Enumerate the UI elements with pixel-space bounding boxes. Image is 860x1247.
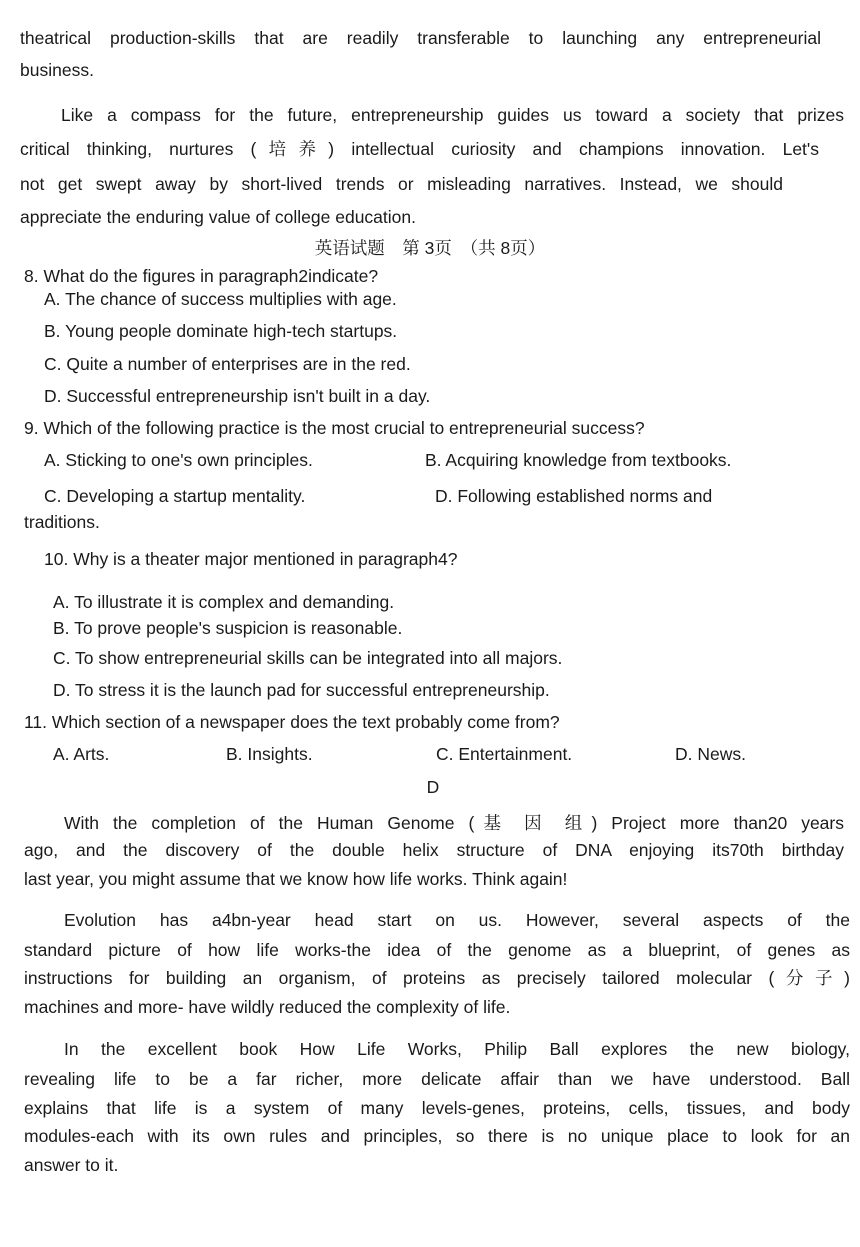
passage-c-line: business. <box>20 60 94 80</box>
answer-option-wrap: traditions. <box>24 512 100 532</box>
paragraph-line: appreciate the enduring value of college education. <box>20 207 416 227</box>
paragraph-line: In the excellent book How Life Works, Philip Ball explores the new biology, <box>64 1039 850 1059</box>
paragraph-line: explains that life is a system of many levels-genes, proteins, cells, tissues, and body <box>24 1098 850 1118</box>
question-stem: 8. What do the figures in paragraph2indicate? <box>24 266 379 286</box>
paragraph-line: Like a compass for the future, entrepreneurship guides us toward a society that prizes <box>61 105 844 125</box>
question-stem: 11. Which section of a newspaper does the text probably come from? <box>24 712 560 732</box>
answer-option: B. Insights. <box>226 744 313 764</box>
paragraph-line: standard picture of how life works-the idea of the genome as a blueprint, of genes as <box>24 940 850 960</box>
question-stem: 10. Why is a theater major mentioned in paragraph4? <box>44 549 458 569</box>
paragraph-line: critical thinking, nurtures (培养) intellectual curiosity and champions innovation. Let's <box>20 139 819 159</box>
answer-option: B. Acquiring knowledge from textbooks. <box>425 450 732 470</box>
answer-option: C. Developing a startup mentality. <box>44 486 306 506</box>
answer-option: A. Arts. <box>53 744 110 764</box>
page-footer: 英语试题 第 3页 （共 8页） <box>314 238 546 258</box>
answer-option: B. Young people dominate high-tech startups. <box>44 321 398 341</box>
paragraph-line: With the completion of the Human Genome (基 因 组) Project more than20 years <box>64 813 844 833</box>
answer-option: B. To prove people's suspicion is reasonable. <box>53 618 403 638</box>
passage-c-line: theatrical production-skills that are readily transferable to launching any entrepreneurial <box>20 28 821 48</box>
paragraph-line: ago, and the discovery of the double helix structure of DNA enjoying its70th birthday <box>24 840 844 860</box>
answer-option: A. To illustrate it is complex and demanding. <box>53 592 395 612</box>
answer-option: D. Following established norms and <box>435 486 713 506</box>
answer-option: D. News. <box>675 744 746 764</box>
paragraph-line: not get swept away by short-lived trends or misleading narratives. Instead, we should <box>20 174 783 194</box>
question-stem: 9. Which of the following practice is the most crucial to entrepreneurial success? <box>24 418 645 438</box>
paragraph-line: revealing life to be a far richer, more delicate affair than we have understood. Ball <box>24 1069 850 1089</box>
answer-option: A. The chance of success multiplies with age. <box>44 289 397 309</box>
paragraph-line: answer to it. <box>24 1155 119 1175</box>
answer-option: D. Successful entrepreneurship isn't built in a day. <box>44 386 431 406</box>
paragraph-line: modules-each with its own rules and principles, so there is no unique place to look for an <box>24 1126 850 1146</box>
answer-option: A. Sticking to one's own principles. <box>44 450 313 470</box>
answer-option: C. Entertainment. <box>436 744 573 764</box>
paragraph-line: last year, you might assume that we know how life works. Think again! <box>24 869 568 889</box>
answer-option: C. To show entrepreneurial skills can be integrated into all majors. <box>53 648 563 668</box>
paragraph-line: instructions for building an organism, of proteins as precisely tailored molecular (分子) <box>24 968 850 988</box>
paragraph-line: machines and more- have wildly reduced the complexity of life. <box>24 997 511 1017</box>
answer-option: C. Quite a number of enterprises are in the red. <box>44 354 411 374</box>
section-heading: D <box>426 777 440 797</box>
answer-option: D. To stress it is the launch pad for successful entrepreneurship. <box>53 680 550 700</box>
paragraph-line: Evolution has a4bn-year head start on us. However, several aspects of the <box>64 910 850 930</box>
